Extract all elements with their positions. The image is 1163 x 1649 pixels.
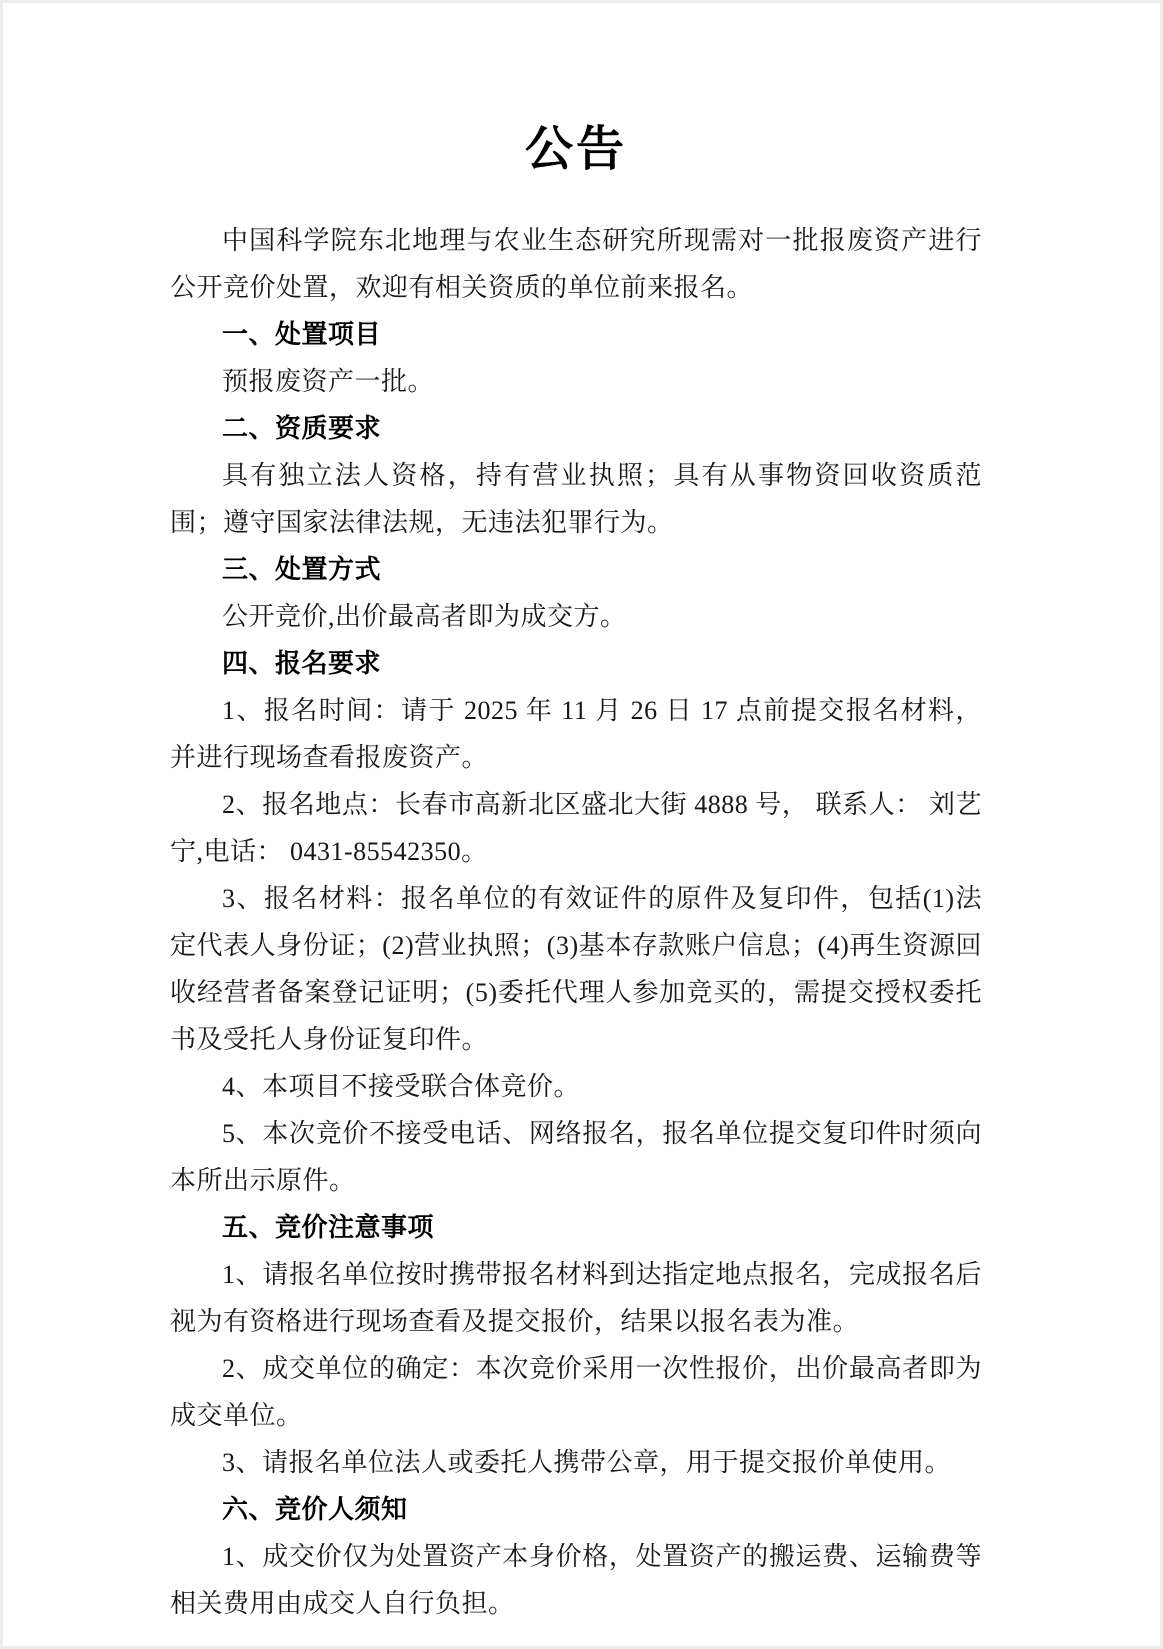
- disposal-method-paragraph: 公开竞价,出价最高者即为成交方。: [222, 602, 627, 631]
- bidding-note-3-paragraph: 3、请报名单位法人或委托人携带公章，用于提交报价单使用。: [222, 1448, 952, 1477]
- section-heading-bidder-notice: 六、竞价人须知: [222, 1494, 408, 1524]
- registration-time-paragraph: 1、报名时间：请于 2025 年 11 月 26 日 17 点前提交报名材料，并进行现场查看报废资产。: [170, 696, 982, 772]
- registration-location-paragraph: 2、报名地点：长春市高新北区盛北大街 4888 号， 联系人： 刘艺宁,电话： 0431-85542350。: [170, 790, 982, 866]
- no-consortium-paragraph: 4、本项目不接受联合体竞价。: [222, 1072, 581, 1101]
- section-heading-registration-requirements: 四、报名要求: [222, 648, 382, 678]
- qualification-requirements-paragraph: 具有独立法人资格，持有营业执照；具有从事物资回收资质范围；遵守国家法律法规，无违法犯罪行为。: [170, 461, 982, 537]
- registration-materials-paragraph: 3、报名材料：报名单位的有效证件的原件及复印件，包括(1)法定代表人身份证；(2)营业执照；(3)基本存款账户信息；(4)再生资源回收经营者备案登记证明；(5)委托代理人参加竞买的，需提交授权委托书及受托人身份证复印件。: [170, 884, 982, 1054]
- bidding-note-2-paragraph: 2、成交单位的确定：本次竞价采用一次性报价，出价最高者即为成交单位。: [170, 1354, 982, 1430]
- intro-paragraph: 中国科学院东北地理与农业生态研究所现需对一批报废资产进行公开竞价处置，欢迎有相关资质的单位前来报名。: [170, 226, 982, 302]
- bidder-notice-1-paragraph: 1、成交价仅为处置资产本身价格，处置资产的搬运费、运输费等相关费用由成交人自行负担。: [170, 1542, 982, 1618]
- document-title: 公告: [524, 123, 627, 176]
- disposal-items-paragraph: 预报废资产一批。: [222, 367, 435, 396]
- section-heading-bidding-notes: 五、竞价注意事项: [222, 1212, 435, 1242]
- section-heading-disposal-method: 三、处置方式: [222, 554, 382, 584]
- announcement-page: [3, 3, 1160, 1646]
- section-heading-qualification-requirements: 二、资质要求: [222, 413, 382, 443]
- no-phone-online-paragraph: 5、本次竞价不接受电话、网络报名，报名单位提交复印件时须向本所出示原件。: [170, 1119, 982, 1195]
- section-heading-disposal-items: 一、处置项目: [222, 319, 382, 349]
- bidding-note-1-paragraph: 1、请报名单位按时携带报名材料到达指定地点报名，完成报名后视为有资格进行现场查看及提交报价，结果以报名表为准。: [170, 1260, 982, 1336]
